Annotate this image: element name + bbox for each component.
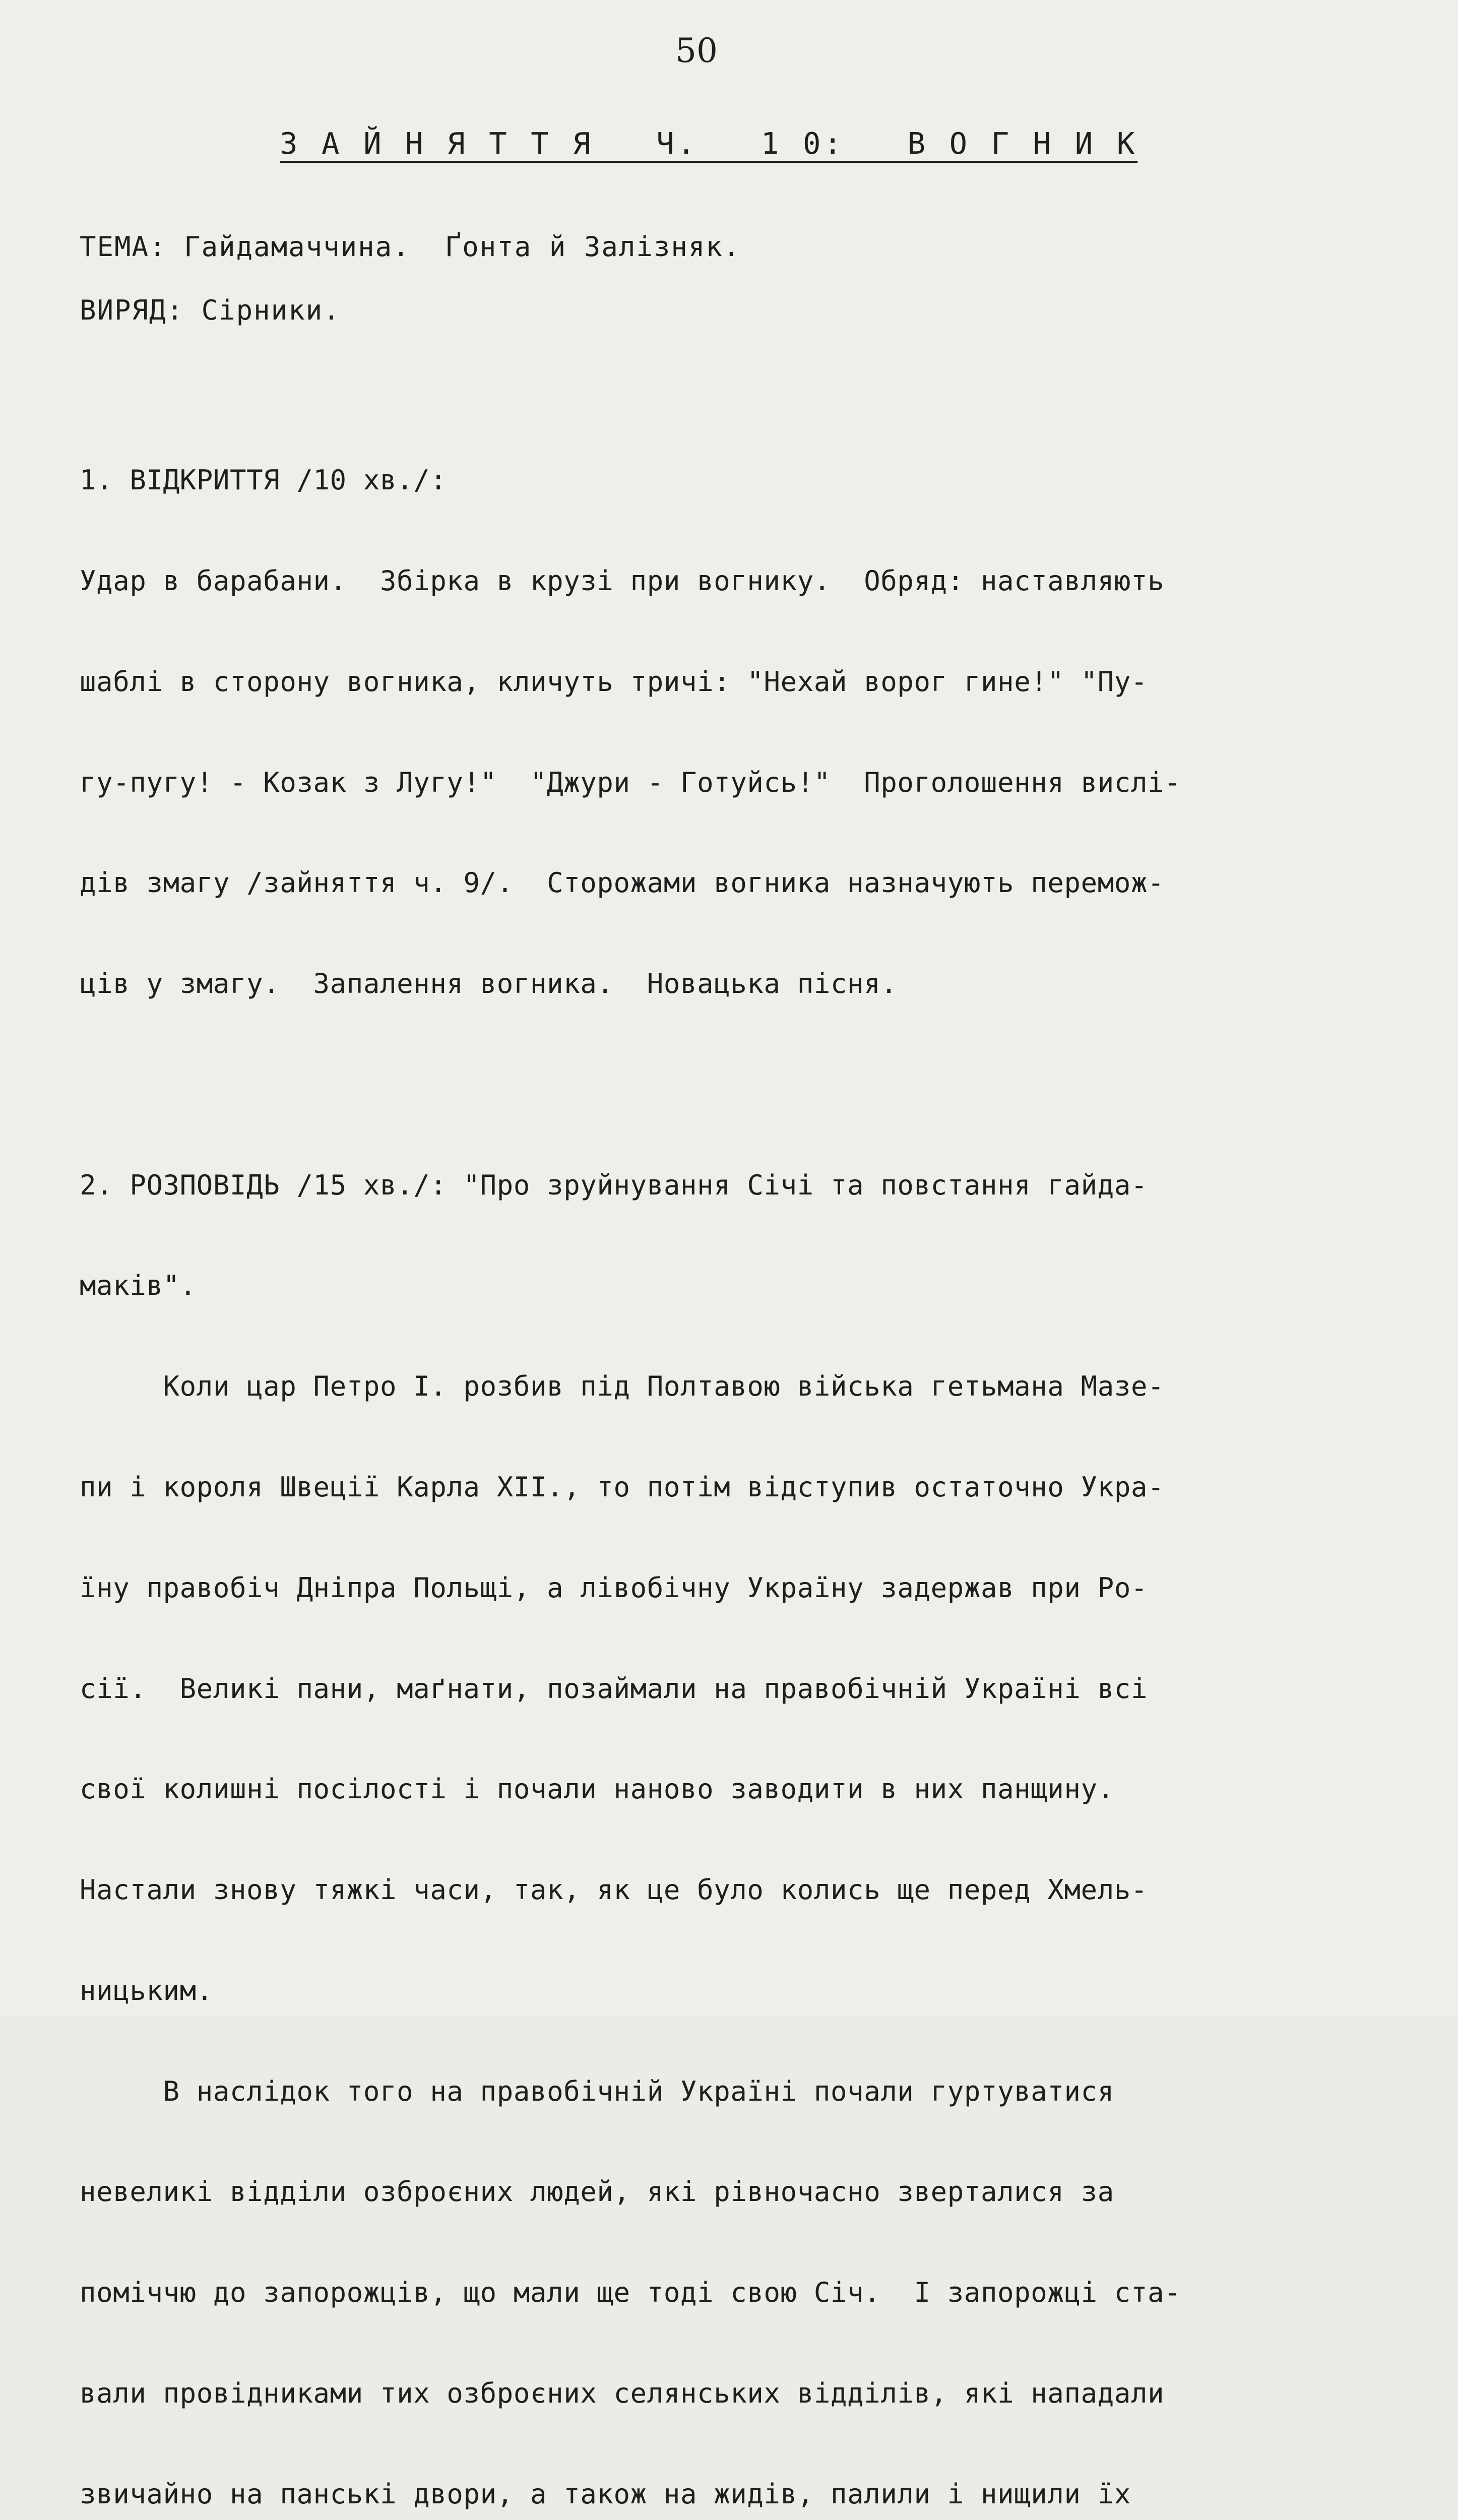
opening-line: гу-пугу! - Козак з Лугу!" "Джури - Готуйсь!" Проголошення вислі- — [80, 766, 1181, 798]
opening-heading: 1. ВІДКРИТТЯ /10 хв./: — [80, 464, 447, 496]
session-title: З А Й Н Я Т Т Я Ч. 1 0: В О Г Н И К — [280, 126, 1138, 161]
story-line: маків". — [80, 1270, 197, 1302]
opening-line: дів змагу /зайняття ч. 9/. Сторожами вогника назначують перемож- — [80, 867, 1165, 899]
paragraph-gap — [80, 1068, 1181, 1102]
equipment-line: ВИРЯД: Сірники. — [80, 294, 341, 326]
story-line: їну правобіч Дніпра Польщі, а лівобічну Україну задержав при Ро- — [80, 1571, 1148, 1604]
story-line: вали провідниками тих озброєних селянських відділів, які нападали — [80, 2377, 1165, 2410]
story-line: поміччю до запорожців, що мали ще тоді свою Січ. І запорожці ста- — [80, 2277, 1181, 2309]
story-line: Настали знову тяжкі часи, так, як це було колись ще перед Хмель- — [80, 1874, 1148, 1906]
story-line: ницьким. — [80, 1974, 213, 2006]
story-line: В наслідок того на правобічній Україні почали гуртуватися — [80, 2075, 1114, 2107]
opening-line: ців у змагу. Запалення вогника. Новацька пісня. — [80, 968, 898, 1000]
body-text — [80, 397, 1181, 2520]
story-line: свої колишні посілості і почали наново заводити в них панщину. — [80, 1773, 1114, 1805]
story-line: Коли цар Петро І. розбив під Полтавою війська гетьмана Мазе- — [80, 1370, 1165, 1403]
story-line: невеликі відділи озброєних людей, які рівночасно зверталися за — [80, 2176, 1114, 2208]
story-line: сії. Великі пани, маґнати, позаймали на правобічній Україні всі — [80, 1672, 1148, 1705]
opening-line: Удар в барабани. Збірка в крузі при вогнику. Обряд: наставляють — [80, 564, 1165, 597]
story-line: звичайно на панські двори, а також на жидів, палили і нищили їх — [80, 2478, 1131, 2510]
story-line: пи і короля Швеції Карла XII., то потім відступив остаточно Укра- — [80, 1471, 1165, 1503]
page-number: 50 — [675, 31, 718, 70]
story-heading: 2. РОЗПОВІДЬ /15 хв./: "Про зруйнування Січі та повстання гайда- — [80, 1169, 1148, 1201]
opening-line: шаблі в сторону вогника, кличуть тричі: "Нехай ворог гине!" "Пу- — [80, 665, 1148, 698]
topic-line: ТЕМА: Гайдамаччина. Ґонта й Залізняк. — [80, 231, 741, 263]
